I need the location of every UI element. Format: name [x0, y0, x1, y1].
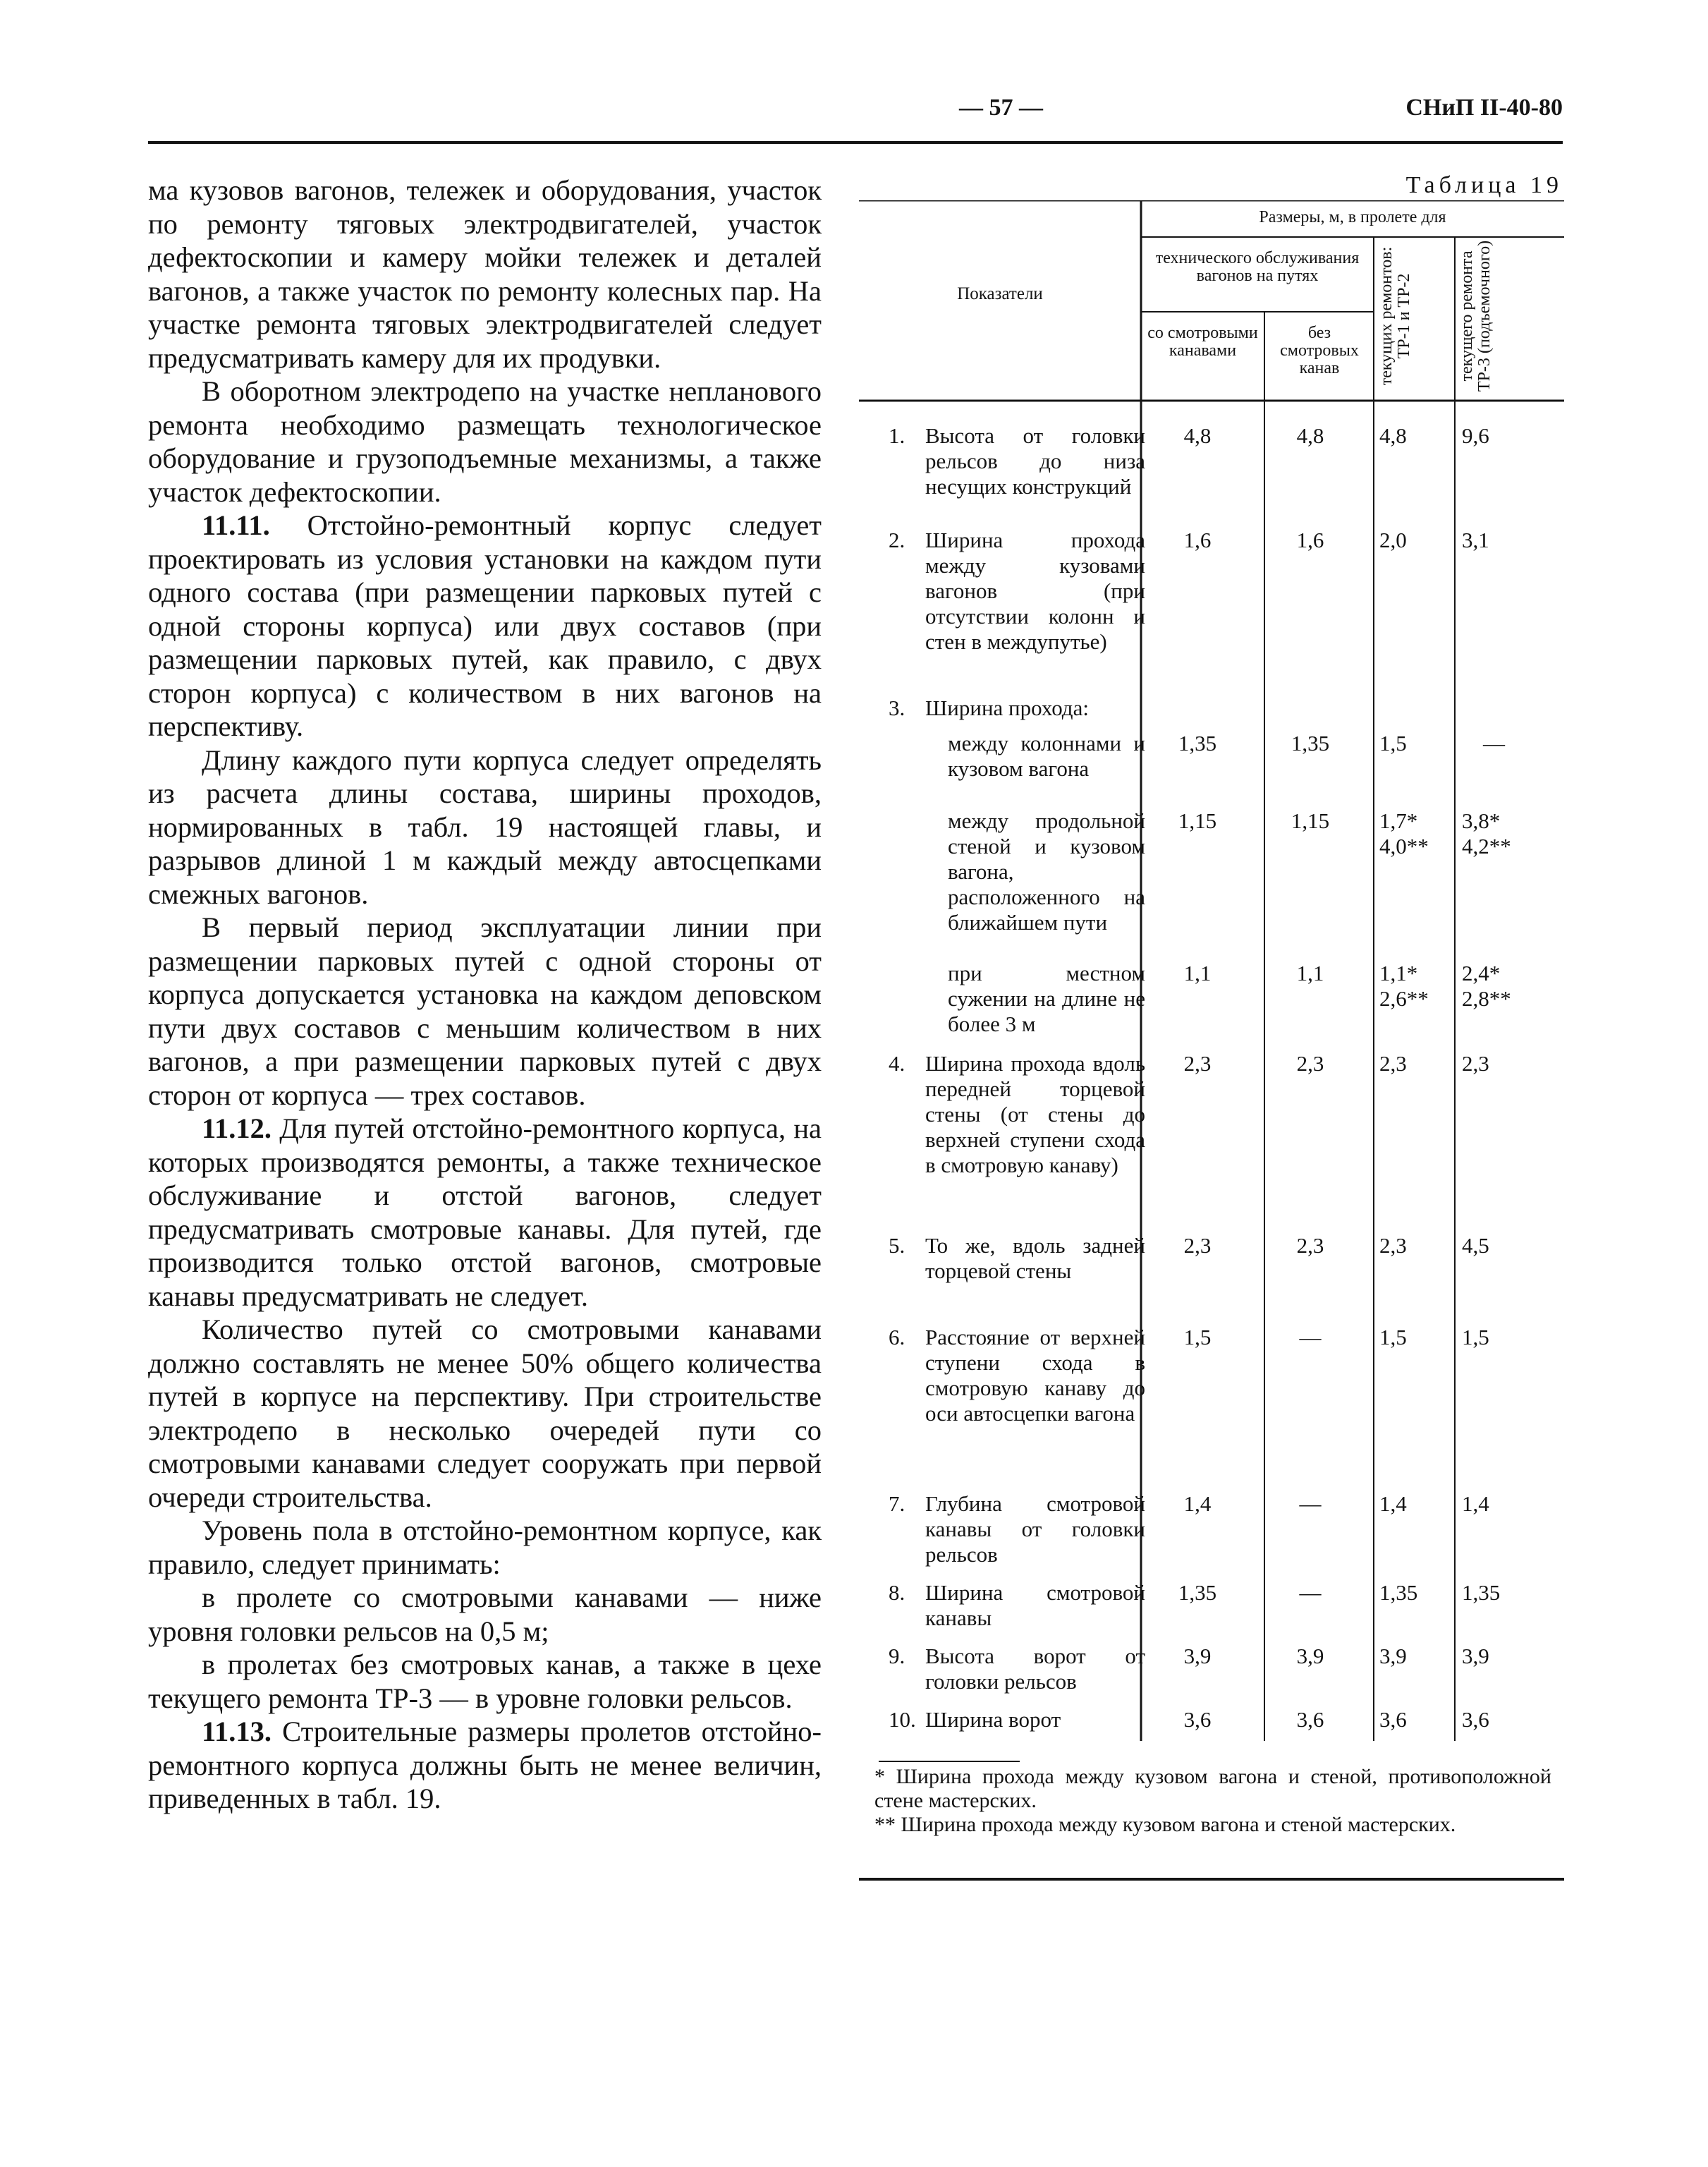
- table-19: [859, 200, 1564, 1831]
- paragraph-11-11: [148, 509, 822, 743]
- page-number: — 57 —: [959, 95, 1043, 121]
- table-body: [859, 423, 1564, 1764]
- clause-text: Отстойно-ремонтный корпус следует проектировать из условия установки на каждом пути одного состава (при размещении парковых путей с одной стороны корпуса) или двух составов (при размещении парковых путей, как правило, с двух сторон корпуса) с количеством в них вагонов на перспективу.: [148, 509, 822, 742]
- clause-number: 11.12.: [202, 1112, 272, 1144]
- col-header-without-pits: без смотровых канав: [1280, 324, 1359, 377]
- clause-text: Для путей отстойно-ремонтного корпуса, на которых производятся ремонты, а также техническое обслуживание и отстой вагонов, следует предусматривать смотровые канавы. Для путей, где производится только отстой вагонов, смотровые канавы предусматривать не следует.: [148, 1112, 822, 1312]
- table-row: 7. Глубина смотровой канавы от головки рельсов 1,4 — 1,4 1,4: [889, 1491, 1489, 1567]
- paragraph: В оборотном электродепо на участке непланового ремонта необходимо размещать технологическое оборудование и грузоподъемные механизмы, а также участок дефектоскопии.: [148, 375, 822, 508]
- footnote-double-asterisk: ** Ширина прохода между кузовом вагона и стеной мастерских.: [874, 1813, 1456, 1836]
- table-row: 1. Высота от головки рельсов до низа несущих конструкций 4,8 4,8 4,8 9,6: [889, 423, 1489, 499]
- paragraph: В первый период эксплуатации линии при размещении парковых путей с одной стороны от корпуса допускается установка на каждом деповском пути двух составов с меньшим количеством в них вагонов, а при размещении парковых путей с двух сторон от корпуса — трех составов.: [148, 911, 822, 1111]
- table-row: 9. Высота ворот от головки рельсов 3,9 3,9 3,9 3,9: [889, 1644, 1489, 1694]
- table-bottom-rule: [859, 1878, 1564, 1881]
- table-row: между колоннами и кузовом вагона 1,35 1,35 1,5 —: [948, 731, 1505, 781]
- clause-number: 11.11.: [202, 509, 270, 541]
- table-row: 4. Ширина прохода вдоль передней торцевой стены (от стены до верхней ступени схода в смотровую канаву) 2,3 2,3 2,3 2,3: [889, 1051, 1489, 1177]
- clause-text: Строительные размеры пролетов отстойно-ремонтного корпуса должны быть не менее величин, приведенных в табл. 19.: [148, 1716, 822, 1814]
- table-row: 2. Ширина прохода между кузовами вагонов (при отсутствии колонн и стен в междупутье) 1,6 1,6 2,0 3,1: [889, 528, 1489, 654]
- page-header: [148, 95, 1563, 137]
- body-text-column: [148, 174, 822, 1816]
- col-header-indicator: Показатели: [957, 284, 1043, 303]
- table-row: при местном сужении на длине не более 3 м 1,1 1,1 1,1* 2,6** 2,4* 2,8**: [948, 961, 1511, 1036]
- table-caption: Таблица 19: [1405, 172, 1563, 198]
- paragraph-11-13: [148, 1715, 822, 1816]
- table-row: 6. Расстояние от верхней ступени схода в смотровую канаву до оси автосцепки вагона 1,5 — 1,5 1,5: [889, 1325, 1489, 1426]
- table-row: 3. Ширина прохода:: [889, 696, 1089, 720]
- paragraph: Количество путей со смотровыми канавами должно составлять не менее 50% общего количества путей в корпусе на перспективу. При строительстве электродепо в несколько очередей пути со смотровыми канавами следует сооружать при первой очереди строительства.: [148, 1313, 822, 1513]
- col-header-tr12: текущих ремонтов: ТР-1 и ТР-2: [1377, 246, 1413, 386]
- paragraph: ма кузовов вагонов, тележек и оборудования, участок по ремонту тяговых электродвигателей, участок дефектоскопии и камеру мойки тележек и деталей вагонов, а также участок по ремонту колесных пар. На участке ремонта тяговых электродвигателей следует предусматривать камеру для их продувки.: [148, 174, 822, 374]
- table-row: 8. Ширина смотровой канавы 1,35 — 1,35 1,35: [889, 1580, 1501, 1630]
- paragraph: Длину каждого пути корпуса следует определять из расчета длины состава, ширины проходов, нормированных в табл. 19 настоящей главы, и разрывов длиной 1 м каждый между автосцепками смежных вагонов.: [148, 743, 822, 910]
- table-footnotes: [874, 1765, 1551, 1837]
- paragraph: в пролете со смотровыми канавами — ниже уровня головки рельсов на 0,5 м;: [148, 1582, 822, 1647]
- paragraph: Уровень пола в отстойно-ремонтном корпусе, как правило, следует принимать:: [148, 1515, 822, 1580]
- footnote-rule: [879, 1761, 1020, 1762]
- paragraph: в пролетах без смотровых канав, а также в цехе текущего ремонта ТР-3 — в уровне головки рельсов.: [148, 1649, 822, 1714]
- document-code: СНиП II-40-80: [1405, 95, 1563, 121]
- col-header-with-pits: со смотровыми канавами: [1147, 324, 1258, 360]
- col-header-group: Размеры, м, в пролете для: [1259, 208, 1446, 226]
- table-row: между продольной стеной и кузовом вагона, расположенного на ближайшем пути 1,15 1,15 1,7* 4,0** 3,8* 4,2**: [948, 808, 1511, 935]
- col-header-tr3: текущего ремонта ТР-3 (подъемочного): [1458, 240, 1494, 392]
- table-row: 10. Ширина ворот 3,6 3,6 3,6 3,6: [889, 1707, 1489, 1732]
- footnote-single-asterisk: * Ширина прохода между кузовом вагона и стеной, противоположной стене мастерских.: [874, 1765, 1551, 1812]
- table-row: 5. То же, вдоль задней торцевой стены 2,3 2,3 2,3 4,5: [889, 1233, 1489, 1283]
- col-header-subgroup: технического обслуживания вагонов на путях: [1155, 249, 1360, 285]
- clause-number: 11.13.: [202, 1716, 272, 1747]
- paragraph-11-12: [148, 1112, 822, 1313]
- header-rule: [148, 141, 1563, 144]
